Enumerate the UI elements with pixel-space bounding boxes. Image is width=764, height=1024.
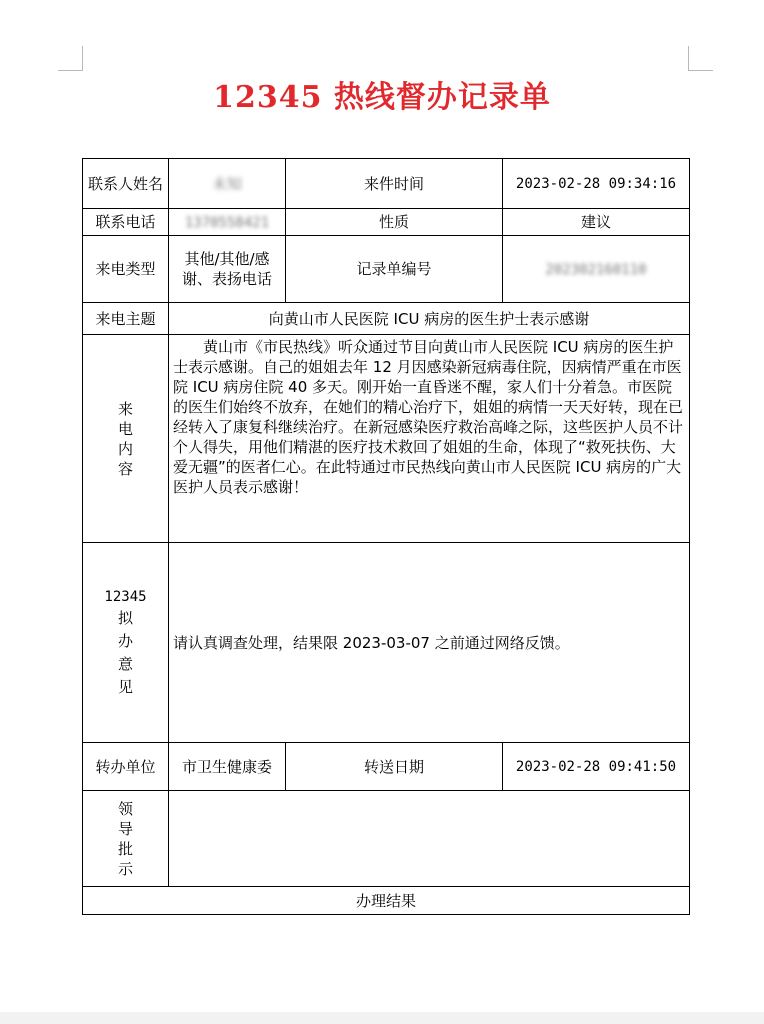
result-label: 办理结果 [83, 887, 690, 915]
opinion-value: 请认真调查处理，结果限 2023-03-07 之前通过网络反馈。 [169, 543, 690, 743]
opinion-label-text: 拟办意见 [117, 608, 133, 696]
transfer-date-label: 转送日期 [286, 743, 503, 791]
call-type-label: 来电类型 [83, 236, 169, 303]
subject-label: 来电主题 [83, 303, 169, 335]
phone-value [169, 209, 286, 236]
row-contact [83, 159, 690, 209]
record-no-value [503, 236, 690, 303]
row-subject [83, 303, 690, 335]
content-label: 来电内容 [83, 335, 169, 543]
phone-label: 联系电话 [83, 209, 169, 236]
row-call-type [83, 236, 690, 303]
page-corner-mark-left [58, 46, 83, 71]
leader-label: 领导批示 [83, 791, 169, 887]
contact-name-text: 未知 [211, 174, 242, 193]
call-type-value: 其他/其他/感谢、表扬电话 [169, 236, 286, 303]
contact-name-value [169, 159, 286, 209]
record-no-text: 202302160110 [545, 261, 647, 278]
opinion-label [83, 543, 169, 743]
nature-label: 性质 [286, 209, 503, 236]
leader-value [169, 791, 690, 887]
arrival-time-label: 来件时间 [286, 159, 503, 209]
transfer-unit-label: 转办单位 [83, 743, 169, 791]
page-bottom-bar [0, 1012, 764, 1024]
nature-value: 建议 [503, 209, 690, 236]
row-result [83, 887, 690, 915]
page-corner-mark-right [688, 46, 713, 71]
phone-text: 1370558421 [184, 214, 270, 231]
record-form-table [82, 158, 690, 915]
arrival-time-value: 2023-02-28 09:34:16 [503, 159, 690, 209]
contact-name-label: 联系人姓名 [83, 159, 169, 209]
row-phone [83, 209, 690, 236]
document-title: 12345 热线督办记录单 [213, 80, 551, 115]
row-transfer [83, 743, 690, 791]
row-content [83, 335, 690, 543]
opinion-label-number: 12345 [104, 588, 147, 605]
row-opinion [83, 543, 690, 743]
row-leader [83, 791, 690, 887]
transfer-unit-value: 市卫生健康委 [169, 743, 286, 791]
subject-value: 向黄山市人民医院 ICU 病房的医生护士表示感谢 [169, 303, 690, 335]
transfer-date-value: 2023-02-28 09:41:50 [503, 743, 690, 791]
content-value: 黄山市《市民热线》听众通过节目向黄山市人民医院 ICU 病房的医生护士表示感谢。自己的姐姐去年 12 月因感染新冠病毒住院，因病情严重在市医院 ICU 病房住院 40 多天。刚开始一直昏迷不醒，家人们十分着急。市医院的医生们始终不放弃，在她们的精心治疗下，姐姐的病情一天天好转，现在已经转入了康复科继续治疗。在新冠感染医疗救治高峰之际，这些医护人员不计个人得失，用他们精湛的医疗技术救回了姐姐的生命，体现了“救死扶伤、大爱无疆”的医者仁心。在此特通过市民热线向黄山市人民医院 ICU 病房的广大医护人员表示感谢！ [169, 335, 690, 543]
record-no-label: 记录单编号 [286, 236, 503, 303]
